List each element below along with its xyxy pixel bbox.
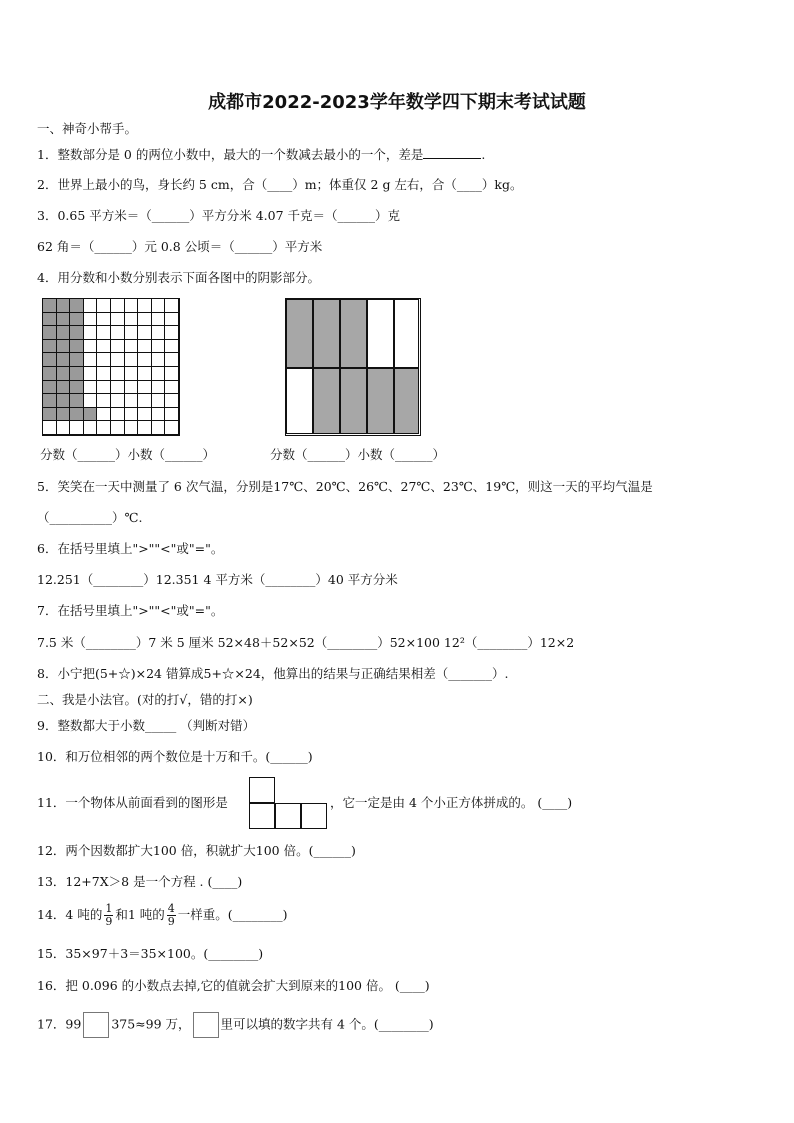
grid-cell xyxy=(43,326,57,340)
frac1-den: 9 xyxy=(105,915,113,928)
grid-cell xyxy=(70,313,84,327)
grid-cell xyxy=(84,313,98,327)
grid-cell xyxy=(125,299,139,313)
grid-cell xyxy=(97,326,111,340)
grid-cell xyxy=(70,408,84,422)
grid-cell xyxy=(111,381,125,395)
grid-cell xyxy=(125,326,139,340)
bar-top-1 xyxy=(286,299,313,368)
grid-cell xyxy=(152,408,166,422)
question-7: 7．在括号里填上">""<"或"="。 xyxy=(37,603,224,618)
grid-cell xyxy=(70,353,84,367)
bar-bottom-5 xyxy=(394,368,419,434)
question-9: 9．整数都大于小数_____ （判断对错） xyxy=(37,718,256,733)
section-2-heading: 二、我是小法官。(对的打√，错的打×) xyxy=(37,692,253,707)
grid-cell xyxy=(152,326,166,340)
question-10: 10．和万位相邻的两个数位是十万和千。(______) xyxy=(37,749,313,764)
grid-cell xyxy=(43,313,57,327)
question-4-left-labels: 分数（______）小数（______） xyxy=(40,447,216,462)
question-6b: 12.251（________）12.351 4 平方米（________）40 平方分米 xyxy=(37,572,398,587)
grid-cell xyxy=(125,353,139,367)
grid-cell xyxy=(152,299,166,313)
question-12: 12．两个因数都扩大100 倍，积就扩大100 倍。(______) xyxy=(37,843,356,858)
grid-cell xyxy=(152,353,166,367)
grid-cell xyxy=(111,367,125,381)
question-6: 6．在括号里填上">""<"或"="。 xyxy=(37,541,224,556)
question-4-right-labels: 分数（______）小数（______） xyxy=(270,447,446,462)
question-11a: 11．一个物体从前面看到的图形是 xyxy=(37,795,228,810)
grid-cell xyxy=(165,367,179,381)
grid-cell xyxy=(138,326,152,340)
grid-cell xyxy=(138,394,152,408)
grid-cell xyxy=(97,353,111,367)
bar-bottom-2 xyxy=(313,368,340,434)
hundred-grid-figure xyxy=(42,298,180,436)
grid-cell xyxy=(70,367,84,381)
question-8: 8．小宁把(5+☆)×24 错算成5+☆×24，他算出的结果与正确结果相差（_______）. xyxy=(37,666,509,681)
grid-cell xyxy=(70,326,84,340)
bar-bottom-1 xyxy=(286,368,313,434)
question-4: 4．用分数和小数分别表示下面各图中的阴影部分。 xyxy=(37,270,320,285)
grid-cell xyxy=(57,421,71,435)
fill-box[interactable] xyxy=(193,1012,219,1038)
grid-cell xyxy=(152,381,166,395)
grid-cell xyxy=(57,353,71,367)
fill-box[interactable] xyxy=(83,1012,109,1038)
question-3a: 3．0.65 平方米＝（______）平方分米 4.07 千克＝（______）克 xyxy=(37,208,401,223)
grid-cell xyxy=(43,340,57,354)
question-1-end: . xyxy=(481,147,486,162)
grid-cell xyxy=(152,394,166,408)
grid-cell xyxy=(152,313,166,327)
grid-cell xyxy=(84,421,98,435)
bar-top-2 xyxy=(313,299,340,368)
cube-bottom-3 xyxy=(301,803,327,829)
question-5b: （__________）℃. xyxy=(37,510,143,525)
grid-cell xyxy=(125,421,139,435)
grid-cell xyxy=(165,326,179,340)
q14-part1: 14．4 吨的 xyxy=(37,907,103,922)
grid-cell xyxy=(111,313,125,327)
grid-cell xyxy=(138,367,152,381)
grid-cell xyxy=(138,340,152,354)
question-3b: 62 角＝（______）元 0.8 公顷＝（______）平方米 xyxy=(37,239,323,254)
q17-part1: 17．99 xyxy=(37,1016,82,1032)
grid-cell xyxy=(57,313,71,327)
grid-cell xyxy=(97,408,111,422)
grid-cell xyxy=(43,353,57,367)
grid-cell xyxy=(111,408,125,422)
grid-cell xyxy=(97,394,111,408)
grid-cell xyxy=(165,421,179,435)
frac1-num: 1 xyxy=(105,902,113,915)
question-17 xyxy=(37,1012,434,1038)
grid-cell xyxy=(57,381,71,395)
bar-top-4 xyxy=(367,299,394,368)
grid-cell xyxy=(111,340,125,354)
grid-cell xyxy=(43,381,57,395)
grid-cell xyxy=(125,381,139,395)
grid-cell xyxy=(138,381,152,395)
bar-bottom-3 xyxy=(340,368,367,434)
grid-cell xyxy=(43,421,57,435)
grid-cell xyxy=(97,381,111,395)
answer-blank[interactable] xyxy=(423,146,481,159)
grid-cell xyxy=(125,340,139,354)
grid-cell xyxy=(138,353,152,367)
grid-cell xyxy=(111,299,125,313)
question-15: 15．35×97＋3＝35×100。(________) xyxy=(37,946,264,961)
cube-bottom-2 xyxy=(275,803,301,829)
question-7b: 7.5 米（________）7 米 5 厘米 52×48＋52×52（________）52×100 12²（________）12×2 xyxy=(37,635,575,650)
grid-cell xyxy=(97,299,111,313)
question-1 xyxy=(37,146,485,163)
grid-cell xyxy=(97,340,111,354)
grid-cell xyxy=(43,367,57,381)
question-11b: ，它一定是由 4 个小正方体拼成的。 (____) xyxy=(330,795,573,810)
grid-cell xyxy=(57,326,71,340)
question-1-text: 1．整数部分是 0 的两位小数中，最大的一个数减去最小的一个，差是 xyxy=(37,147,424,162)
grid-cell xyxy=(125,394,139,408)
q17-part3: 里可以填的数字共有 4 个。(________) xyxy=(220,1016,434,1032)
bar-top-3 xyxy=(340,299,367,368)
fraction-four-ninths xyxy=(167,903,176,928)
page-title: 成都市2022-2023学年数学四下期末考试试题 xyxy=(208,92,586,113)
fraction-one-ninth xyxy=(104,903,113,928)
grid-cell xyxy=(165,299,179,313)
bar-bottom-4 xyxy=(367,368,394,434)
grid-cell xyxy=(97,367,111,381)
grid-cell xyxy=(165,313,179,327)
bar-figure xyxy=(285,298,421,436)
grid-cell xyxy=(165,353,179,367)
grid-cell xyxy=(97,313,111,327)
grid-cell xyxy=(111,421,125,435)
grid-cell xyxy=(70,340,84,354)
grid-cell xyxy=(165,381,179,395)
bar-top-5 xyxy=(394,299,419,368)
grid-cell xyxy=(165,408,179,422)
grid-cell xyxy=(152,421,166,435)
grid-cell xyxy=(84,408,98,422)
grid-cell xyxy=(138,421,152,435)
grid-cell xyxy=(111,353,125,367)
grid-cell xyxy=(84,340,98,354)
question-14 xyxy=(37,903,288,928)
grid-cell xyxy=(57,367,71,381)
grid-cell xyxy=(84,394,98,408)
grid-cell xyxy=(138,299,152,313)
grid-cell xyxy=(57,340,71,354)
grid-cell xyxy=(43,299,57,313)
grid-cell xyxy=(138,313,152,327)
grid-cell xyxy=(152,367,166,381)
q14-part2: 和1 吨的 xyxy=(115,907,165,922)
grid-cell xyxy=(84,299,98,313)
grid-cell xyxy=(111,394,125,408)
grid-cell xyxy=(165,340,179,354)
grid-cell xyxy=(125,367,139,381)
grid-cell xyxy=(97,421,111,435)
grid-cell xyxy=(70,421,84,435)
question-16: 16．把 0.096 的小数点去掉,它的值就会扩大到原来的100 倍。 (____) xyxy=(37,978,430,993)
cube-bottom-1 xyxy=(249,803,275,829)
section-1-heading: 一、神奇小帮手。 xyxy=(37,121,138,136)
grid-cell xyxy=(70,299,84,313)
grid-cell xyxy=(57,299,71,313)
grid-cell xyxy=(43,408,57,422)
q14-part3: 一样重。(________) xyxy=(177,907,288,922)
question-5a: 5．笑笑在一天中测量了 6 次气温，分别是17℃、20℃、26℃、27℃、23℃、19℃，则这一天的平均气温是 xyxy=(37,479,653,494)
grid-cell xyxy=(84,326,98,340)
grid-cell xyxy=(43,394,57,408)
grid-cell xyxy=(84,381,98,395)
frac2-num: 4 xyxy=(167,902,175,915)
grid-cell xyxy=(111,326,125,340)
grid-cell xyxy=(138,408,152,422)
grid-cell xyxy=(57,408,71,422)
frac2-den: 9 xyxy=(167,915,175,928)
question-2: 2．世界上最小的鸟，身长约 5 cm，合（____）m；体重仅 2 g 左右，合（____）kg。 xyxy=(37,177,523,192)
cube-top xyxy=(249,777,275,803)
grid-cell xyxy=(152,340,166,354)
question-13: 13．12+7X＞8 是一个方程 . (____) xyxy=(37,874,243,889)
grid-cell xyxy=(70,394,84,408)
grid-cell xyxy=(70,381,84,395)
grid-cell xyxy=(165,394,179,408)
grid-cell xyxy=(84,367,98,381)
grid-cell xyxy=(125,313,139,327)
grid-cell xyxy=(57,394,71,408)
q17-part2: 375≈99 万， xyxy=(111,1016,191,1032)
grid-cell xyxy=(125,408,139,422)
grid-cell xyxy=(84,353,98,367)
